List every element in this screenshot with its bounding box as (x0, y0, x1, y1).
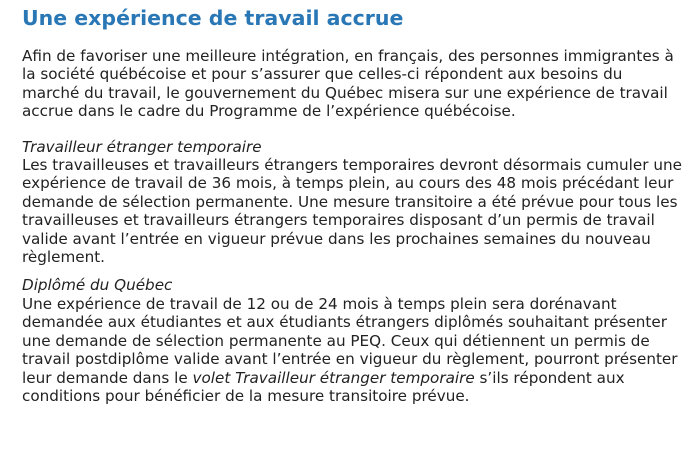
section-temporary-worker (22, 138, 682, 267)
section-quebec-graduate-body-part2: s’ils répondent aux conditions pour bénéficier de la mesure transitoire prévue. (22, 368, 625, 405)
section-quebec-graduate-emphasis: volet Travailleur étranger temporaire (192, 368, 475, 387)
article (22, 0, 682, 405)
section-quebec-graduate (22, 276, 682, 405)
section-temporary-worker-heading: Travailleur étranger temporaire (22, 137, 262, 156)
section-quebec-graduate-body (22, 295, 678, 405)
section-temporary-worker-body: Les travailleuses et travailleurs étrangers temporaires devront désormais cumuler une expérience de travail de 36 mois, à temps plein, au cours des 48 mois précédant leur demande de sélection permanente. Une mesure transitoire a été prévue pour tous les travailleuses et travailleurs étrangers temporaires disposant d’un permis de travail valide avant l’entrée en vigueur prévue dans les prochaines semaines du nouveau règlement. (22, 156, 682, 267)
section-quebec-graduate-body-part1: Une expérience de travail de 12 ou de 24 mois à temps plein sera dorénavant demandée aux étudiantes et aux étudiants étrangers diplômés souhaitant présenter une demande de sélection permanente au PEQ. Ceux qui détiennent un permis de travail postdiplôme valide avant l’entrée en vigueur du règlement, pourront présenter leur demande dans le (22, 294, 678, 387)
article-title: Une expérience de travail accrue (22, 6, 404, 30)
section-quebec-graduate-heading: Diplômé du Québec (22, 276, 173, 295)
intro-paragraph: Afin de favoriser une meilleure intégration, en français, des personnes immigrantes à la société québécoise et pour s’assurer que celles-ci répondent aux besoins du marché du travail, le gouvernement du Québec misera sur une expérience de travail accrue dans le cadre du Programme de l’expérience québécoise. (22, 47, 674, 121)
